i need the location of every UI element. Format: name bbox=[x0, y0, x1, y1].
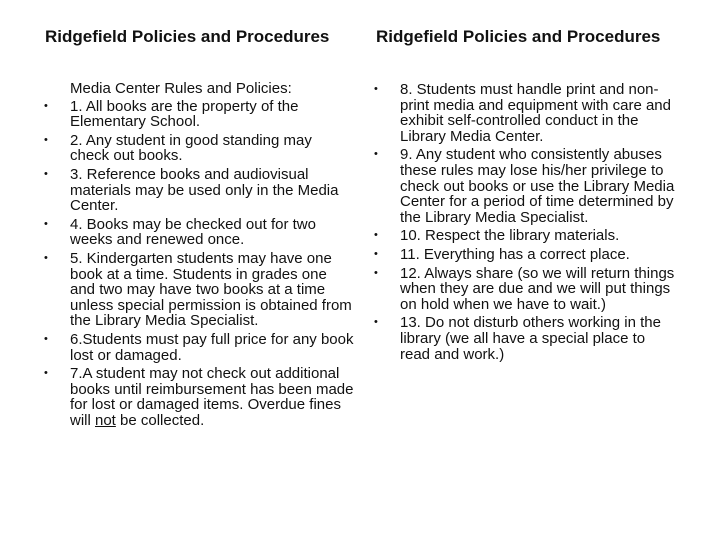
rule-item-5 bbox=[44, 249, 355, 330]
bullet-icon: • bbox=[374, 266, 378, 279]
bullet-icon: • bbox=[374, 247, 378, 260]
rule-text-after: be collected. bbox=[115, 411, 205, 429]
bullet-icon: • bbox=[44, 167, 48, 180]
bullet-icon: • bbox=[44, 99, 48, 112]
left-slide-title: Ridgefield Policies and Procedures bbox=[45, 27, 330, 46]
rule-text: 1. All books are the property of the Elementary School. bbox=[70, 97, 299, 131]
rule-item-9 bbox=[374, 146, 675, 226]
rule-item-3 bbox=[44, 165, 355, 215]
rule-text: 3. Reference books and audiovisual materials may be used only in the Media Center. bbox=[70, 165, 339, 215]
rule-item-11 bbox=[374, 245, 675, 263]
rule-item-13 bbox=[374, 314, 675, 363]
left-rules-list bbox=[44, 80, 355, 429]
rules-heading: Media Center Rules and Policies: bbox=[70, 80, 292, 97]
bullet-icon: • bbox=[374, 148, 378, 161]
rule-text: 4. Books may be checked out for two weeks and renewed once. bbox=[70, 215, 316, 249]
bullet-icon: • bbox=[44, 367, 48, 380]
bullet-icon: • bbox=[44, 332, 48, 345]
rule-text: 2. Any student in good standing may check out books. bbox=[70, 131, 312, 165]
right-slide-title: Ridgefield Policies and Procedures bbox=[376, 27, 661, 46]
rule-text: 10. Respect the library materials. bbox=[400, 227, 620, 245]
rule-text: 8. Students must handle print and non-print media and equipment with care and exhibit self-controlled conduct in the Library Media Center. bbox=[400, 81, 671, 145]
rule-text: 6.Students must pay full price for any book lost or damaged. bbox=[70, 330, 354, 364]
rule-text: 9. Any student who consistently abuses these rules may lose his/her privilege to check out books or use the Library Media Center for a period of time determined by the Library Media Specialist. bbox=[400, 146, 675, 226]
rule-text-underlined: not bbox=[95, 411, 116, 429]
rule-item-7 bbox=[44, 365, 355, 429]
right-rules-list bbox=[374, 81, 675, 363]
bullet-icon: • bbox=[374, 229, 378, 242]
rule-text: 5. Kindergarten students may have one book at a time. Students in grades one and two may have two books at a time unless special permission is obtained from the Library Media Specialist. bbox=[70, 249, 352, 330]
rule-item-6 bbox=[44, 330, 355, 364]
rule-item-12 bbox=[374, 264, 675, 313]
rule-text: 12. Always share (so we will return things when they are due and we will put things on hold when we have to wait.) bbox=[400, 264, 675, 313]
bullet-icon: • bbox=[44, 251, 48, 264]
rule-item-1 bbox=[44, 97, 355, 131]
rule-item-2 bbox=[44, 131, 355, 165]
rule-item-8 bbox=[374, 81, 675, 145]
bullet-icon: • bbox=[374, 83, 378, 95]
bullet-icon: • bbox=[44, 217, 48, 230]
rule-text-before: 7.A student may not check out additional books until reimbursement has been made for lost or damaged items. Overdue fines will bbox=[70, 365, 354, 429]
bullet-icon: • bbox=[44, 133, 48, 146]
rule-text: 13. Do not disturb others working in the library (we all have a special place to read and work.) bbox=[400, 314, 661, 363]
rule-item-10 bbox=[374, 227, 675, 245]
rule-text: 11. Everything has a correct place. bbox=[400, 245, 630, 263]
bullet-icon: • bbox=[374, 316, 378, 329]
rule-item-4 bbox=[44, 215, 355, 249]
